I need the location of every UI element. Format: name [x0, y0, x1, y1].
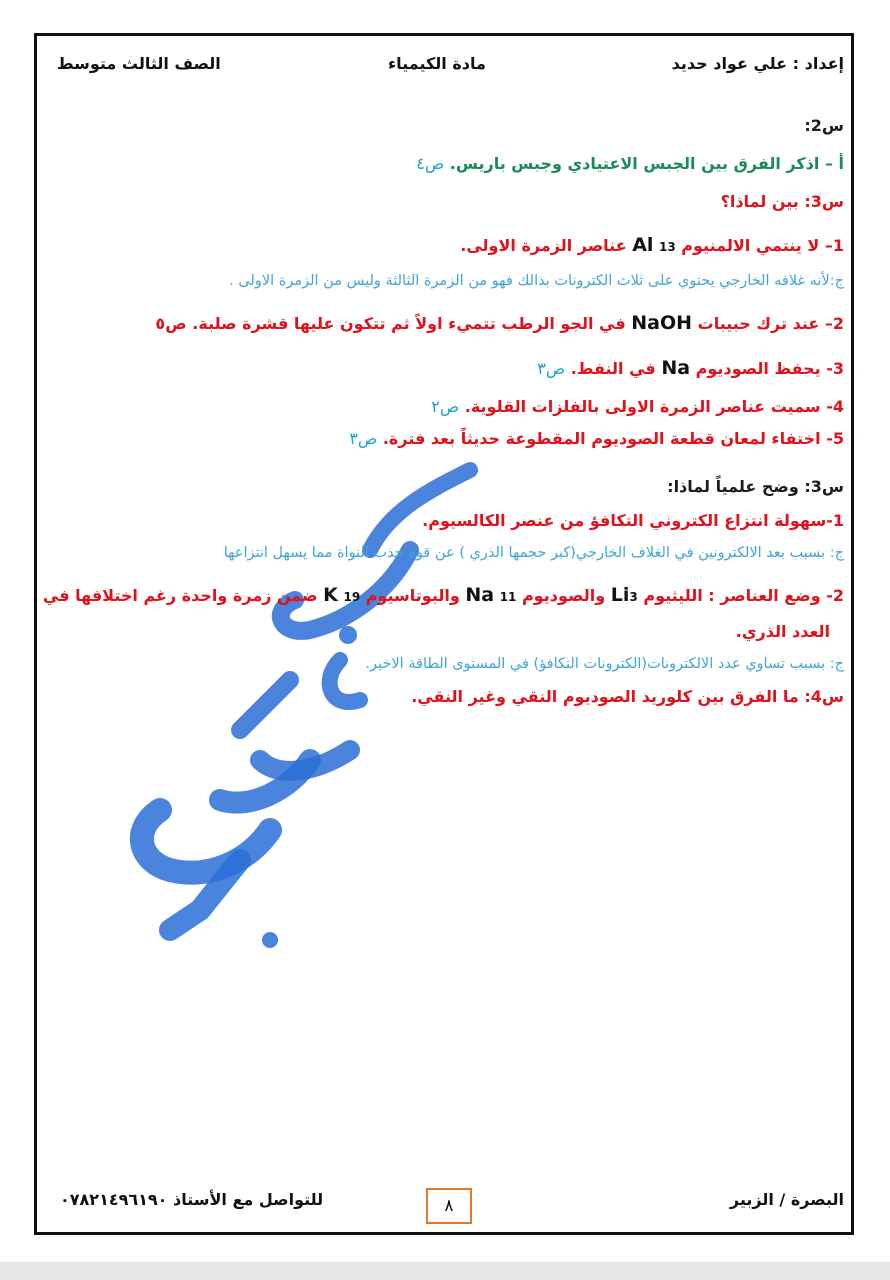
author-name: إعداد : علي عواد حديد	[671, 54, 844, 73]
question-3-item-5	[349, 429, 844, 448]
question-3-item-2	[155, 312, 844, 334]
atomic-number: 19	[343, 590, 361, 604]
question-3b-answer-1: ج: بسبب بعد الالكترونين في الغلاف الخارجي(كبر حجمها الذري ) عن قوة جذب النواة مما يسهل انتزاعها	[223, 545, 844, 561]
item-text: في النفط.	[570, 359, 656, 378]
chemical-symbol: Al	[632, 234, 654, 256]
page-border	[34, 33, 854, 1235]
footer-location: البصرة / الزبير	[729, 1190, 844, 1209]
page-reference: ص٢	[431, 397, 460, 416]
question-2a-text: أ – اذكر الفرق بين الجبس الاعتيادي وجبس باريس.	[449, 154, 844, 173]
question-3-label: س3: بين لماذا؟	[720, 192, 844, 211]
question-2-label: س2:	[804, 116, 844, 135]
atomic-number: 13	[659, 240, 676, 254]
question-3-item-4	[431, 397, 844, 416]
page-number: ٨	[426, 1188, 472, 1224]
question-4: س4: ما الفرق بين كلوريد الصوديوم النقي وغير النقي.	[411, 687, 844, 706]
question-3b-answer-2: ج: بسبب تساوي عدد الالكترونات(الكترونات التكافؤ) في المستوى الطاقة الاخير.	[365, 656, 844, 672]
atomic-number: 3	[629, 590, 638, 604]
question-2a	[416, 154, 844, 173]
chemical-symbol: Na	[465, 584, 495, 606]
question-3-item-3	[537, 357, 844, 379]
chemical-formula: NaOH	[631, 312, 693, 334]
grade-label: الصف الثالث متوسط	[57, 54, 221, 73]
item-text: في الجو الرطب تتميء اولاً ثم تتكون عليها قشرة صلبة.	[192, 314, 626, 333]
item-text: ضمن زمرة واحدة رغم اختلافها في	[42, 586, 318, 605]
chemical-symbol: K	[323, 584, 338, 606]
atomic-number: 11	[499, 590, 517, 604]
bottom-strip	[0, 1262, 890, 1280]
item-text: 3- يحفظ الصوديوم	[695, 359, 844, 378]
question-3b-item-2-continued: العدد الذري.	[735, 622, 830, 641]
item-text: 1– لا ينتمي الالمنيوم	[681, 236, 844, 255]
item-text: والبوتاسيوم	[365, 586, 460, 605]
item-text: 5- اختفاء لمعان قطعة الصوديوم المقطوعة حديثاً بعد فترة.	[382, 429, 844, 448]
page-reference: ص٣	[537, 359, 566, 378]
question-3-answer-1: ج:لأنه غلافه الخارجي يحتوي على ثلاث الكترونات بذالك فهو من الزمرة الثالثة وليس من الزمرة الاولى .	[229, 273, 844, 289]
question-3-item-1	[460, 234, 844, 256]
page-reference: ص٥	[155, 314, 187, 333]
question-3b-item-2	[43, 584, 844, 606]
question-2a-page: ص٤	[416, 154, 445, 173]
item-text: والصوديوم	[521, 586, 606, 605]
subject-title: مادة الكيمياء	[388, 54, 486, 73]
page-reference: ص٣	[349, 429, 378, 448]
question-3b-item-1: 1-سهولة انتزاع الكتروني التكافؤ من عنصر الكالسيوم.	[422, 511, 844, 530]
footer-contact: للتواصل مع الأستاذ ٠٧٨٢١٤٩٦١٩٠	[60, 1190, 324, 1209]
item-text: 2– عند ترك حبيبات	[697, 314, 844, 333]
item-text: عناصر الزمرة الاولى.	[460, 236, 627, 255]
item-text: 2- وضع العناصر : الليثيوم	[643, 586, 844, 605]
question-3b-label: س3: وضح علمياً لماذا:	[667, 477, 844, 496]
item-text: 4- سميت عناصر الزمرة الاولى بالفلزات القلوية.	[464, 397, 844, 416]
chemical-symbol: Li	[610, 584, 630, 606]
chemical-symbol: Na	[661, 357, 691, 379]
